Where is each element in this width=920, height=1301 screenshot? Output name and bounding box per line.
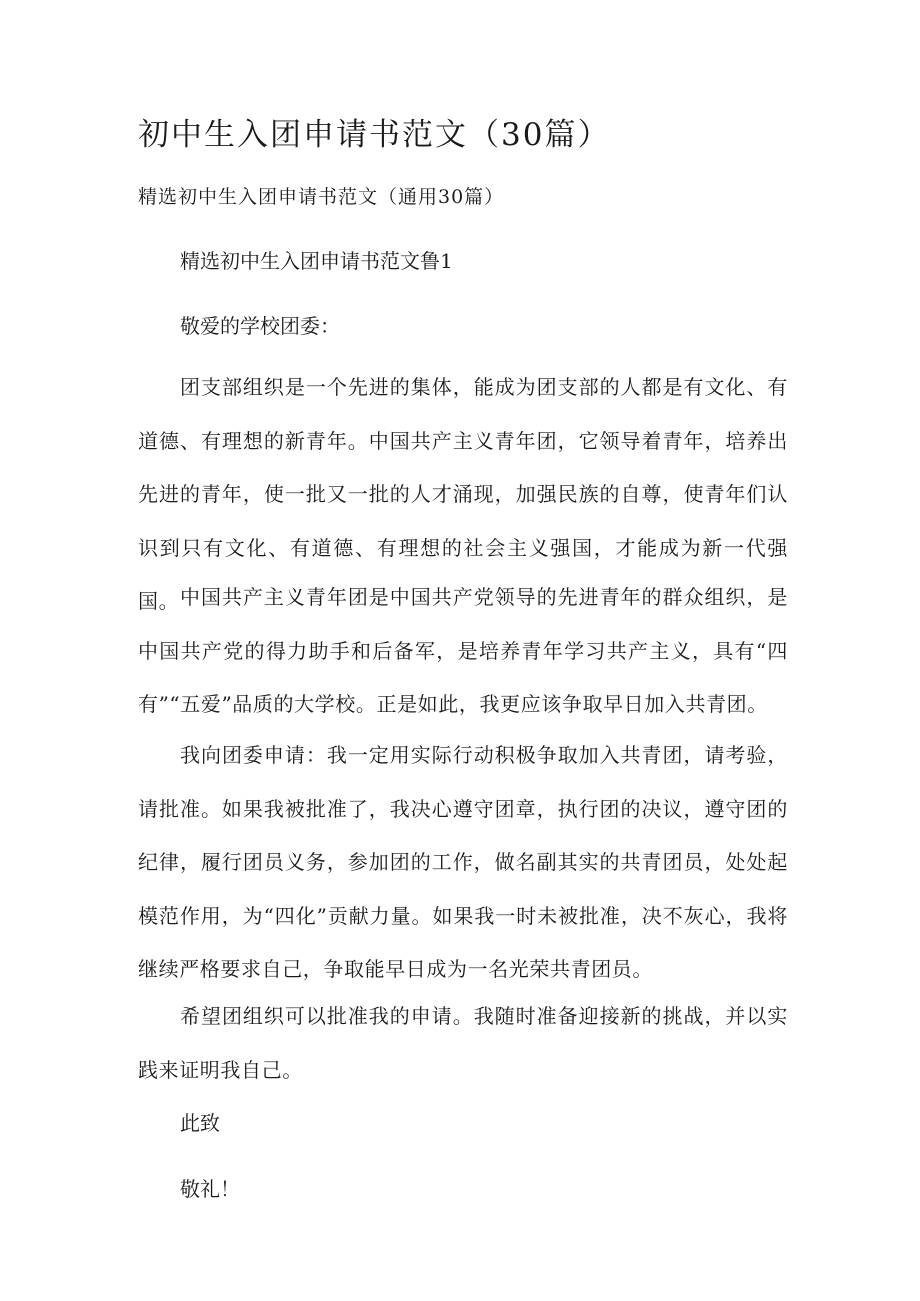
body-paragraph-3: 我向团委申请：我一定用实际行动积极争取加入共青团，请考验，请批准。如果我被批准了，我决心遵守团章，执行团的决议，遵守团的纪律，履行团员义务，参加团的工作，做名副其实的共青团员，处处起模范作用，为“四化”贡献力量。如果我一时未被批准，决不灰心，我将继续严格要求自己，争取能早日成为一名光荣共青团员。 xyxy=(138,743,788,981)
salutation: 敬爱的学校团委： xyxy=(180,314,340,338)
closing-line-1: 此致 xyxy=(180,1111,220,1135)
body-paragraph-1: 团支部组织是一个先进的集体，能成为团支部的人都是有文化、有道德、有理想的新青年。中国共产主义青年团，它领导着青年，培养出先进的青年，使一批又一批的人才涌现，加强民族的自尊，使青年们认识到只有文化、有道德、有理想的社会主义强国，才能成为新一代强国。 xyxy=(138,375,788,613)
document-subtitle: 精选初中生入团申请书范文（通用30篇） xyxy=(138,186,505,208)
closing-line-2: 敬礼！ xyxy=(180,1177,240,1201)
section-heading: 精选初中生入团申请书范文鲁1 xyxy=(180,249,453,273)
body-paragraph-4: 希望团组织可以批准我的申请。我随时准备迎接新的挑战，并以实践来证明我自己。 xyxy=(138,1004,788,1082)
body-paragraph-2: 中国共产主义青年团是中国共产党领导的先进青年的群众组织，是中国共产党的得力助手和后备军，是培养青年学习共产主义，具有“四有”“五爱”品质的大学校。正是如此，我更应该争取早日加入共青团。 xyxy=(138,585,788,716)
document-title: 初中生入团申请书范文（30篇） xyxy=(138,117,611,153)
